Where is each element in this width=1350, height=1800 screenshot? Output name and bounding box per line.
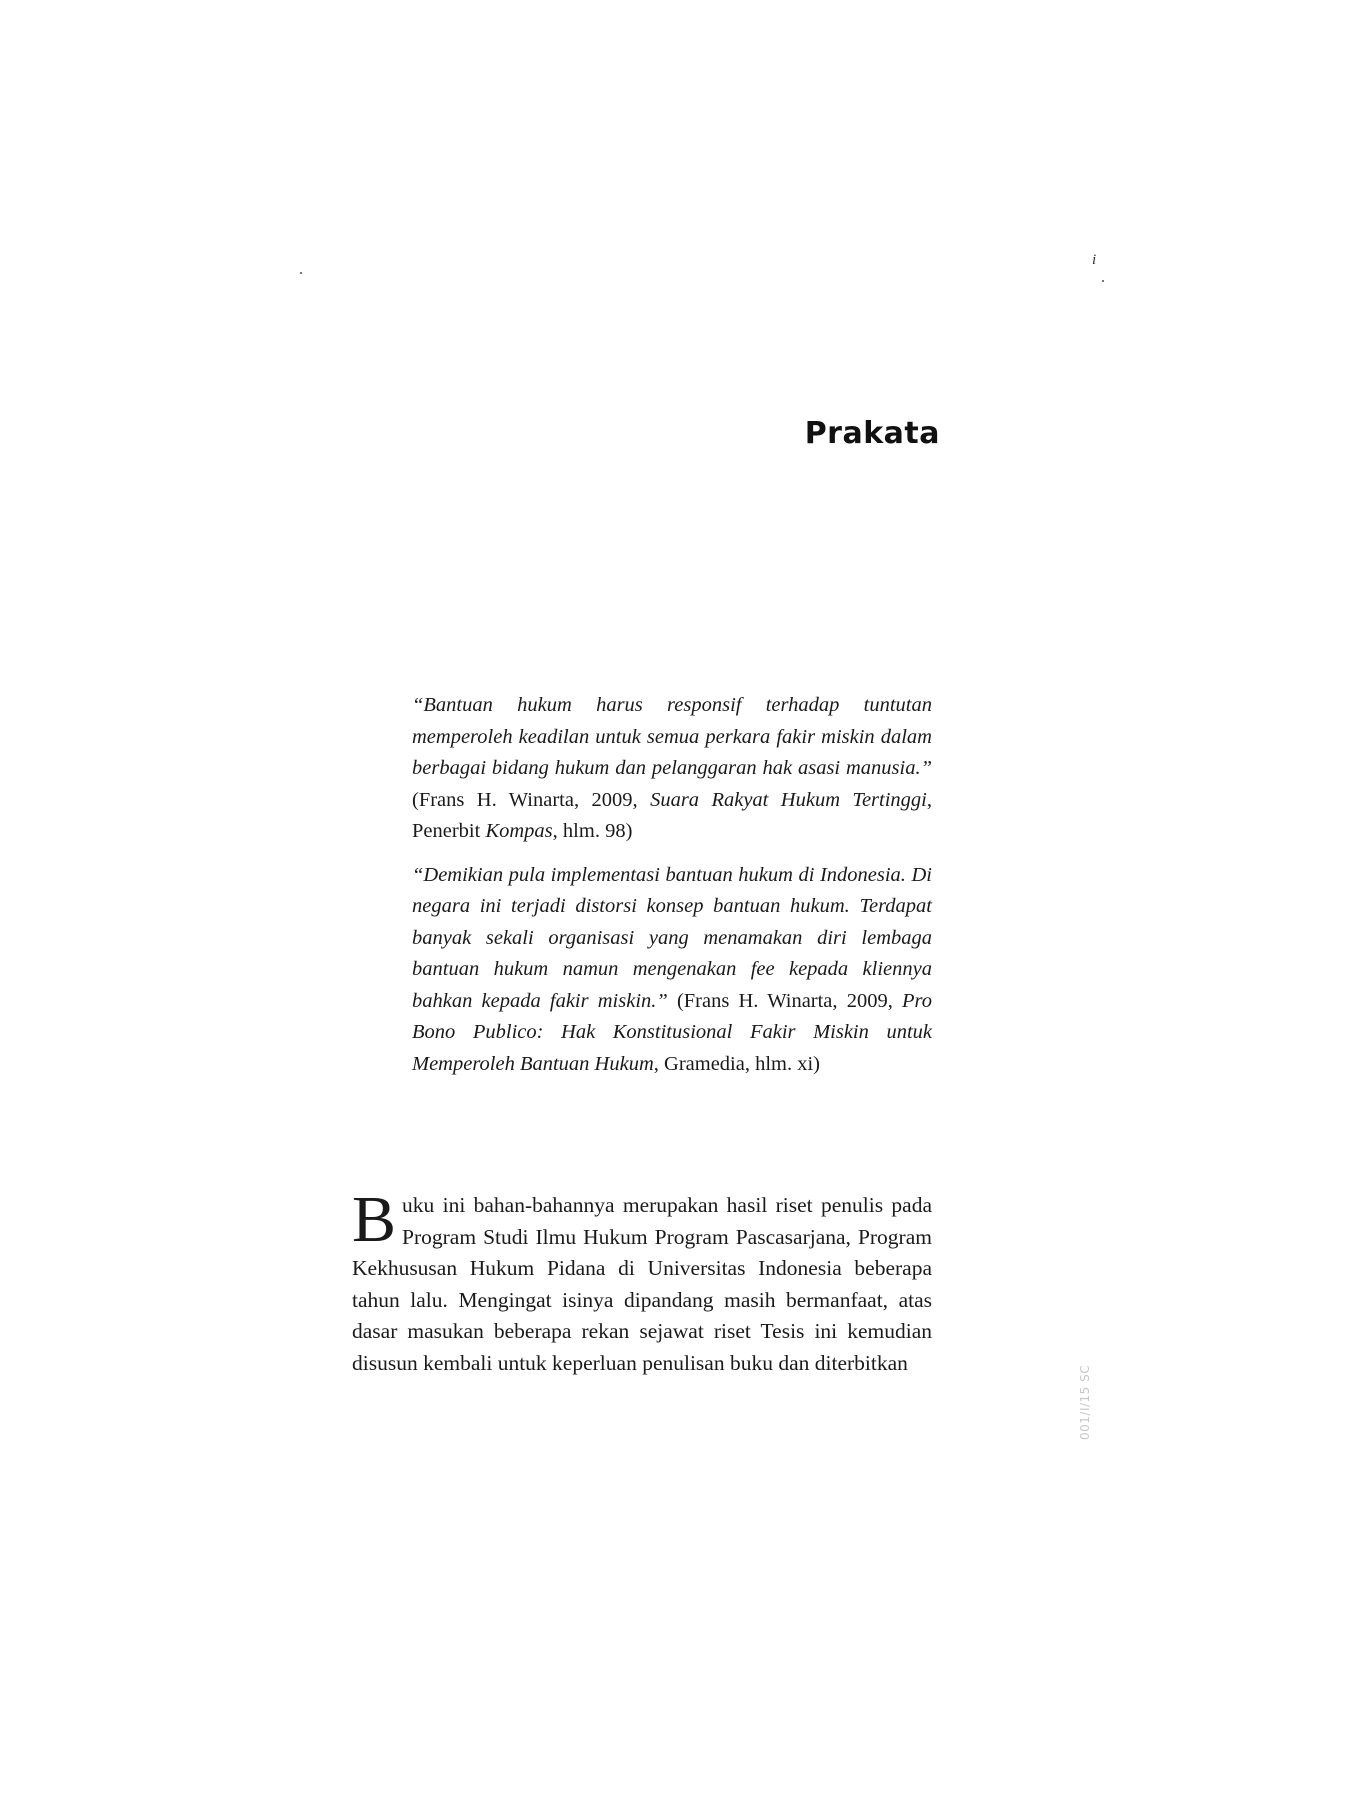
scan-speck xyxy=(1102,280,1104,282)
epigraph-1-quote: “Bantuan hukum harus responsif terhadap tuntutan memperoleh keadilan untuk semua perkara fakir miskin dalam berbagai bidang hukum dan pelanggaran hak asasi manusia.” xyxy=(412,694,932,779)
scan-speck xyxy=(300,272,302,274)
epigraph-1-citation-mid: , Penerbit xyxy=(412,788,932,842)
epigraph-1-citation-prefix: (Frans H. Winarta, 2009, xyxy=(412,788,651,811)
epigraph-1-citation-suffix: , hlm. 98) xyxy=(552,820,633,842)
epigraph-1-citation-publisher: Kompas xyxy=(485,820,553,842)
scan-stamp: 001/I/15 SC xyxy=(1078,1364,1092,1440)
epigraph-2-quote: “Demikian pula implementasi bantuan hukum di Indonesia. Di negara ini terjadi distorsi konsep bantuan hukum. Terdapat banyak sekali organisasi yang menamakan diri lembaga bantuan hukum namun mengenakan fee kepada kliennya bahkan kepada fakir miskin.” xyxy=(412,863,932,1012)
drop-cap-letter: B xyxy=(352,1183,397,1256)
epigraph-2-citation-prefix: (Frans H. Winarta, 2009, xyxy=(667,989,902,1012)
epigraph-block xyxy=(412,690,932,1092)
epigraph-2-citation-suffix: , Gramedia, hlm. xi) xyxy=(653,1052,821,1075)
body-paragraph xyxy=(352,1183,932,1379)
page-number: i xyxy=(1092,252,1097,268)
epigraph-2-citation-title: Pro Bono Publico: Hak Konstitusional Fakir Miskin untuk Memperoleh Bantuan Hukum xyxy=(412,989,932,1075)
epigraph-2 xyxy=(412,860,932,1081)
body-paragraph-text xyxy=(352,1183,932,1379)
epigraph-1-citation-title: Suara Rakyat Hukum Tertinggi xyxy=(650,788,927,811)
chapter-title: Prakata xyxy=(804,416,940,451)
epigraph-1 xyxy=(412,690,932,848)
body-text: uku ini bahan-bahannya merupakan hasil riset penulis pada Program Studi Ilmu Hukum Program Pascasarjana, Program Kekhususan Hukum Pidana di Universitas Indonesia beberapa tahun lalu. Mengingat isinya dipandang masih bermanfaat, atas dasar masukan beberapa rekan sejawat riset Tesis ini kemudian disusun kembali untuk keperluan penulisan buku dan diterbitkan xyxy=(352,1193,932,1375)
